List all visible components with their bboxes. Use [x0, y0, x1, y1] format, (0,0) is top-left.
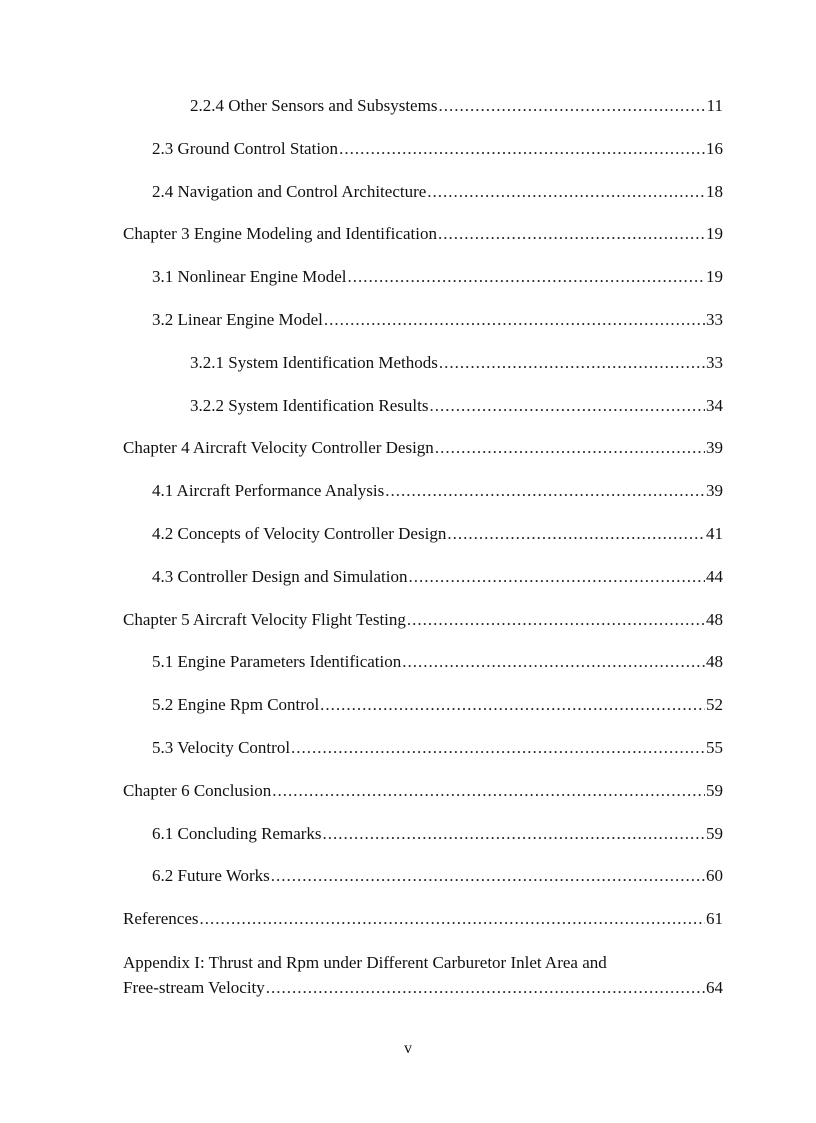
- toc-entry-page: 55: [706, 737, 723, 757]
- toc-entry[interactable]: [123, 738, 723, 758]
- toc-entry[interactable]: [123, 524, 723, 544]
- dot-leader: [320, 695, 705, 715]
- toc-entry-title: 4.3 Controller Design and Simulation: [152, 566, 408, 586]
- toc-entry-page: 16: [706, 138, 723, 158]
- toc-entry-page: 48: [706, 652, 723, 672]
- toc-entry-page: 39: [706, 438, 723, 458]
- toc-entry[interactable]: [123, 652, 723, 672]
- toc-entry-page: 61: [706, 909, 723, 929]
- toc-entry-title: Chapter 4 Aircraft Velocity Controller Design: [123, 438, 434, 458]
- dot-leader: [408, 567, 705, 587]
- toc-entry[interactable]: [123, 267, 723, 287]
- toc-entry-page: 44: [706, 566, 723, 586]
- toc-entry-page: 19: [706, 267, 723, 287]
- toc-entry-title: Chapter 3 Engine Modeling and Identification: [123, 224, 437, 244]
- toc-entry-title: 5.1 Engine Parameters Identification: [152, 652, 402, 672]
- dot-leader: [323, 824, 705, 844]
- toc-entry-page: 18: [706, 181, 723, 201]
- toc-entry-title: 4.1 Aircraft Performance Analysis: [152, 481, 385, 501]
- dot-leader: [438, 224, 705, 244]
- dot-leader: [435, 438, 705, 458]
- toc-entry-title: Chapter 5 Aircraft Velocity Flight Testing: [123, 609, 406, 629]
- dot-leader: [339, 139, 705, 159]
- dot-leader: [291, 738, 705, 758]
- dot-leader: [447, 524, 705, 544]
- toc-entry-page: 33: [706, 309, 723, 329]
- toc-entry-title: 6.1 Concluding Remarks: [152, 823, 322, 843]
- table-of-contents: [123, 96, 723, 1000]
- toc-appendix-entry[interactable]: [123, 950, 723, 1000]
- toc-entry[interactable]: [123, 695, 723, 715]
- toc-entry-title: 3.2.1 System Identification Methods: [190, 352, 438, 372]
- toc-chapter-entry[interactable]: [123, 438, 723, 458]
- toc-entry[interactable]: [123, 824, 723, 844]
- page-number: v: [404, 1040, 412, 1057]
- dot-leader: [402, 652, 705, 672]
- toc-chapter-entry[interactable]: [123, 781, 723, 801]
- toc-entry-title: 5.2 Engine Rpm Control: [152, 695, 320, 715]
- toc-appendix-title-line1: Appendix I: Thrust and Rpm under Different Carburetor Inlet Area and: [123, 952, 607, 972]
- dot-leader: [272, 781, 705, 801]
- toc-entry-title: 3.2.2 System Identification Results: [190, 395, 429, 415]
- dot-leader: [429, 396, 705, 416]
- dot-leader: [427, 182, 705, 202]
- dot-leader: [385, 481, 705, 501]
- dot-leader: [200, 909, 705, 929]
- toc-entry-page: 59: [706, 823, 723, 843]
- dot-leader: [439, 353, 705, 373]
- toc-references-entry[interactable]: [123, 909, 723, 929]
- toc-entry-title: 6.2 Future Works: [152, 866, 270, 886]
- toc-entry-page: 41: [706, 523, 723, 543]
- toc-entry-page: 11: [706, 96, 723, 115]
- toc-entry[interactable]: [123, 396, 723, 416]
- toc-entry-page: 48: [706, 609, 723, 629]
- toc-entry-page: 52: [706, 695, 723, 715]
- toc-appendix-title-line2: Free-stream Velocity: [123, 977, 265, 997]
- toc-entry[interactable]: [123, 353, 723, 373]
- toc-entry[interactable]: [123, 182, 723, 202]
- toc-entry-page: 19: [706, 224, 723, 244]
- toc-appendix-line2: [123, 975, 723, 1000]
- dot-leader: [271, 866, 705, 886]
- toc-entry-page: 34: [706, 395, 723, 415]
- toc-entry[interactable]: [123, 481, 723, 501]
- toc-entry-page: 60: [706, 866, 723, 886]
- toc-entry[interactable]: [123, 567, 723, 587]
- toc-entry-title: 2.2.4 Other Sensors and Subsystems: [190, 96, 438, 115]
- dot-leader: [324, 310, 705, 330]
- toc-entry-title: 3.1 Nonlinear Engine Model: [152, 267, 347, 287]
- toc-entry-page: 39: [706, 481, 723, 501]
- toc-entry[interactable]: [123, 310, 723, 330]
- toc-entry-page: 59: [706, 780, 723, 800]
- toc-chapter-entry[interactable]: [123, 610, 723, 630]
- toc-entry-title: 5.3 Velocity Control: [152, 737, 291, 757]
- dot-leader: [438, 96, 705, 116]
- toc-entry[interactable]: [123, 866, 723, 886]
- toc-entry-title: Chapter 6 Conclusion: [123, 780, 272, 800]
- toc-entry-page: 64: [706, 977, 723, 997]
- toc-entry-title: References: [123, 909, 199, 929]
- dot-leader: [266, 975, 705, 1000]
- toc-entry-title: 3.2 Linear Engine Model: [152, 309, 323, 329]
- toc-entry-page: 33: [706, 352, 723, 372]
- toc-entry[interactable]: [123, 96, 723, 116]
- toc-entry-title: 2.3 Ground Control Station: [152, 138, 339, 158]
- toc-entry-title: 4.2 Concepts of Velocity Controller Design: [152, 523, 447, 543]
- dot-leader: [348, 267, 705, 287]
- toc-chapter-entry[interactable]: [123, 224, 723, 244]
- dot-leader: [407, 610, 705, 630]
- toc-entry[interactable]: [123, 139, 723, 159]
- toc-entry-title: 2.4 Navigation and Control Architecture: [152, 181, 427, 201]
